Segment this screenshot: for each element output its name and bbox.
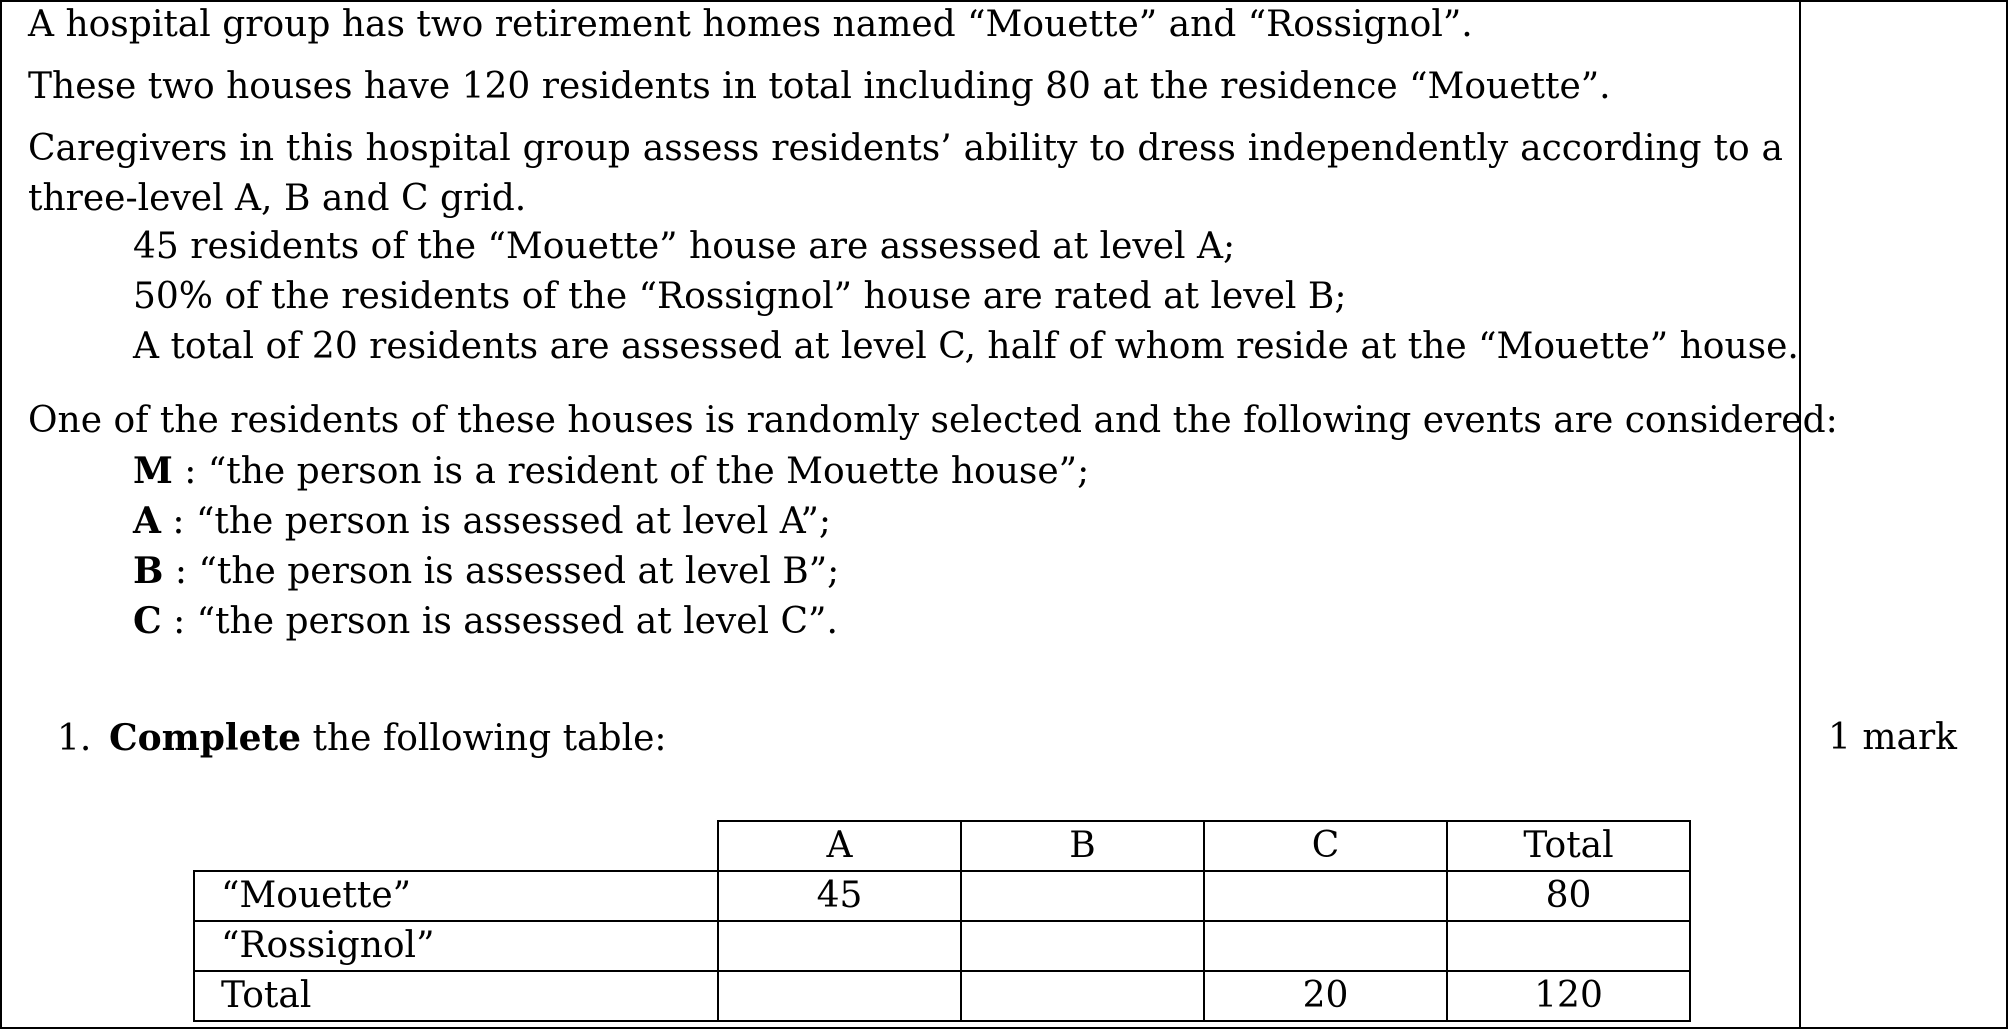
row-label: “Rossignol” bbox=[194, 921, 718, 971]
event-text: : “the person is a resident of the Mouette house”; bbox=[172, 451, 1090, 492]
event-text: : “the person is assessed at level A”; bbox=[160, 501, 832, 542]
mark-label: 1 mark bbox=[1828, 717, 1957, 758]
intro-line-2: These two houses have 120 residents in total including 80 at the residence “Mouette”. bbox=[28, 66, 1611, 107]
intro-line-3: Caregivers in this hospital group assess residents’ ability to dress independently according to a three-level A, B and C grid. bbox=[28, 128, 1783, 219]
table-row bbox=[194, 921, 1690, 971]
table-cell bbox=[718, 921, 961, 971]
row-label: “Mouette” bbox=[194, 871, 718, 921]
question-text: the following table: bbox=[301, 718, 667, 759]
event-item bbox=[133, 546, 839, 597]
event-item bbox=[133, 496, 831, 547]
event-text: : “the person is assessed at level C”. bbox=[161, 601, 838, 642]
table-header-row bbox=[194, 821, 1690, 871]
table-row bbox=[194, 871, 1690, 921]
event-item bbox=[133, 596, 838, 647]
fact-item: 45 residents of the “Mouette” house are assessed at level A; bbox=[133, 226, 1236, 267]
column-header: A bbox=[718, 821, 961, 871]
margin-divider bbox=[1799, 0, 1801, 1029]
fact-item: A total of 20 residents are assessed at level C, half of whom reside at the “Mouette” house. bbox=[133, 326, 1799, 367]
event-item bbox=[133, 446, 1089, 497]
column-header: C bbox=[1204, 821, 1447, 871]
intro-line-1: A hospital group has two retirement homes named “Mouette” and “Rossignol”. bbox=[28, 4, 1473, 45]
table-cell bbox=[1447, 921, 1690, 971]
table-corner bbox=[194, 821, 718, 871]
table-cell bbox=[961, 871, 1204, 921]
event-symbol: B bbox=[133, 550, 164, 592]
column-header: B bbox=[961, 821, 1204, 871]
table-row bbox=[194, 971, 1690, 1021]
table-cell bbox=[961, 971, 1204, 1021]
table-cell bbox=[1204, 921, 1447, 971]
question-verb: Complete bbox=[109, 717, 302, 759]
table-cell: 80 bbox=[1447, 871, 1690, 921]
table-cell bbox=[718, 971, 961, 1021]
event-text: : “the person is assessed at level B”; bbox=[163, 551, 840, 592]
table-cell: 20 bbox=[1204, 971, 1447, 1021]
question-number: 1. bbox=[57, 718, 92, 759]
question-1 bbox=[57, 713, 667, 764]
table-cell: 45 bbox=[718, 871, 961, 921]
contingency-table bbox=[193, 820, 1691, 1022]
events-intro: One of the residents of these houses is randomly selected and the following events are considered: bbox=[28, 400, 1838, 441]
table-cell bbox=[1204, 871, 1447, 921]
column-header: Total bbox=[1447, 821, 1690, 871]
row-label: Total bbox=[194, 971, 718, 1021]
event-symbol: C bbox=[133, 600, 162, 642]
event-symbol: A bbox=[133, 500, 161, 542]
table-cell bbox=[961, 921, 1204, 971]
table-cell: 120 bbox=[1447, 971, 1690, 1021]
fact-item: 50% of the residents of the “Rossignol” house are rated at level B; bbox=[133, 276, 1347, 317]
event-symbol: M bbox=[133, 450, 173, 492]
